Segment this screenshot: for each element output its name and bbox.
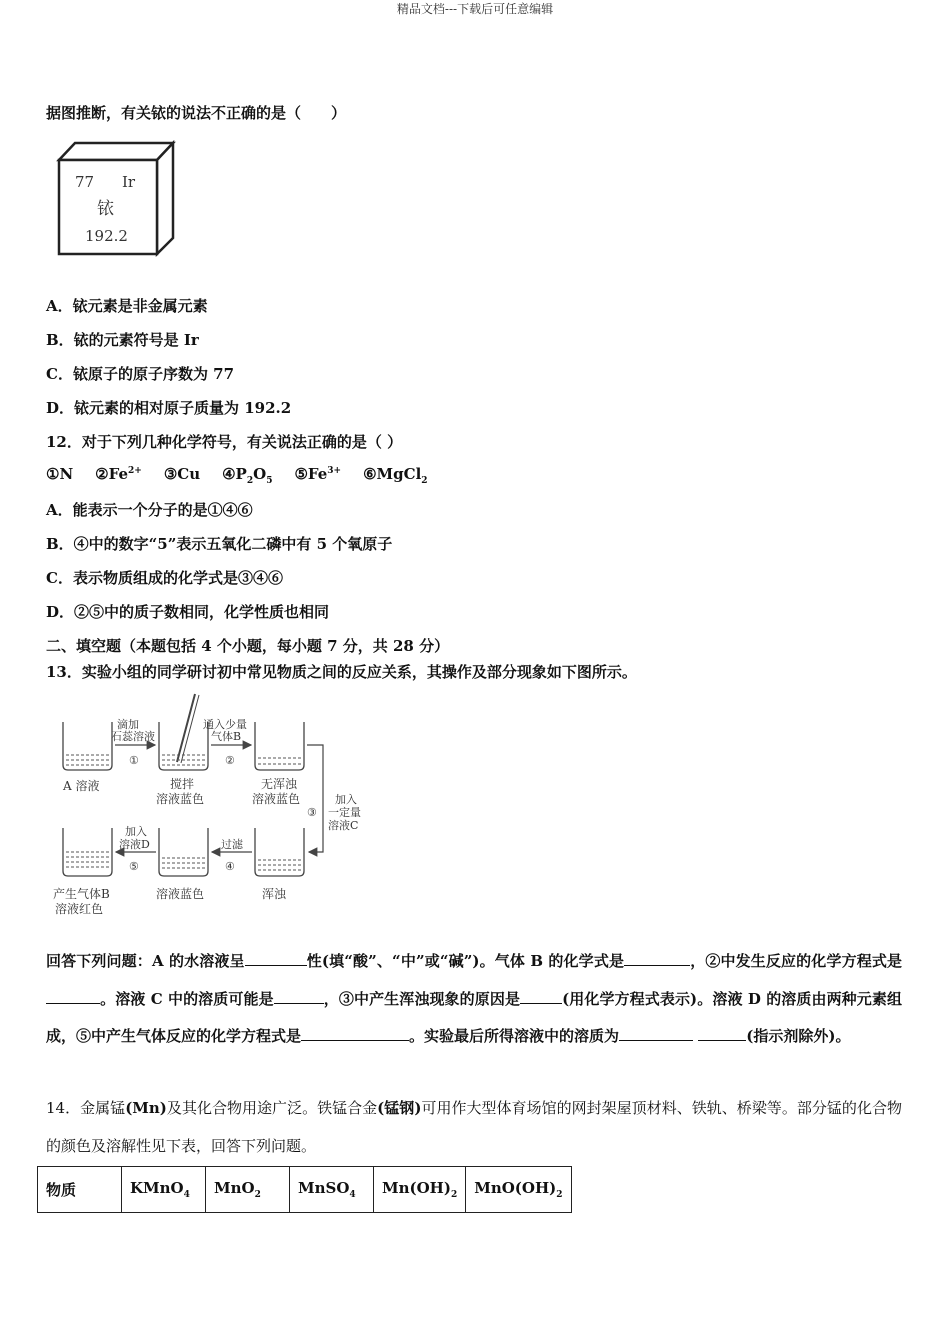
header-substance: 物质 [38, 1167, 122, 1213]
beaker6-caption-a: 产生气体B [53, 887, 110, 901]
section-2-title: 二、填空题（本题包括 4 个小题，每小题 7 分，共 28 分） [46, 637, 450, 655]
card-atomic-mass: 192.2 [85, 227, 128, 245]
symbol-2: $②Fe^{2+}$ [95, 465, 142, 483]
beaker3-caption-b: 溶液蓝色 [252, 792, 301, 806]
step4-label: 过滤 [221, 838, 243, 851]
step1-label-b: 石蕊溶液 [111, 730, 155, 743]
q12-option-c: C．表示物质组成的化学式是③④⑥ [46, 569, 283, 587]
manganese-compounds-table [37, 1166, 572, 1213]
blank-5[interactable] [520, 989, 562, 1004]
symbol-6: ⑥MgCl$_2$ [363, 465, 428, 486]
card-symbol: Ir [122, 173, 136, 191]
symbol-5: $⑤Fe^{3+}$ [294, 465, 342, 483]
beaker2-caption-b: 溶液蓝色 [156, 792, 205, 806]
beaker3-caption-a: 无浑浊 [261, 777, 298, 791]
blank-6[interactable] [301, 1026, 409, 1041]
q11-option-c: C．铱原子的原子序数为 77 [46, 365, 235, 383]
step5-label-b: 溶液D [119, 838, 150, 851]
header-kmno4: KMnO$_4$ [122, 1167, 206, 1213]
experiment-flow-diagram [45, 690, 375, 925]
page-header: 精品文档---下载后可任意编辑 [396, 2, 554, 16]
blank-7a[interactable] [619, 1026, 693, 1041]
step2-label-a: 通入少量 [203, 718, 247, 731]
step5-label-a: 加入 [125, 825, 147, 838]
step1-label-a: 滴加 [117, 718, 139, 731]
symbol-4: $④P_2O_5$ [222, 465, 273, 486]
q12-option-d: D．②⑤中的质子数相同，化学性质也相同 [46, 603, 330, 621]
q12-stem: 12．对于下列几种化学符号，有关说法正确的是（ ） [46, 433, 403, 451]
symbol-1: ①N [46, 465, 74, 483]
table-header-row [38, 1167, 572, 1213]
header-mnoh2: $Mn(OH)_2$ [374, 1167, 466, 1213]
q11-option-a: A．铱元素是非金属元素 [46, 297, 208, 315]
step2-label-b: 气体B [211, 730, 242, 743]
blank-2[interactable] [624, 951, 690, 966]
step4-number: ④ [225, 860, 235, 873]
q12-option-a: A．能表示一个分子的是①④⑥ [46, 501, 253, 519]
blank-3[interactable] [46, 989, 100, 1004]
header-mnso4: MnSO$_4$ [290, 1167, 374, 1213]
beaker5-caption: 溶液蓝色 [156, 887, 205, 901]
q11-stem: 据图推断，有关铱的说法不正确的是（ ） [46, 104, 347, 122]
beaker6-caption-b: 溶液红色 [55, 902, 104, 916]
q14-paragraph: 14．金属锰(Mn)及其化合物用途广泛。铁锰合金(锰钢)可用作大型体育场馆的网封架屋顶材料、铁轨、桥梁等。部分锰的化合物的颜色及溶解性见下表，回答下列问题。 [46, 1099, 902, 1155]
header-mno2: MnO$_2$ [206, 1167, 290, 1213]
beaker2-caption-a: 搅拌 [170, 777, 195, 791]
blank-7b[interactable] [698, 1026, 746, 1041]
q13-answer-paragraph: 回答下列问题：A 的水溶液呈 性(填“酸”、“中”或“碱”)。气体 B 的化学式是 ，②中发生反应的化学方程式是。溶液 C 中的溶质可能是 ，③中产生浑浊现象的原因是 (用化学方程式表示)。溶液 D 的溶质由两种元素组成，⑤中产生气体反应的化学方程式是 。实验最后所得溶液中的溶质为 (指示剂除外)。 [46, 952, 902, 1045]
blank-1[interactable] [245, 951, 307, 966]
q11-option-b: B．铱的元素符号是 Ir [46, 331, 199, 349]
q13-stem: 13．实验小组的同学研讨初中常见物质之间的反应关系，其操作及部分现象如下图所示。 [46, 663, 637, 681]
beaker1-caption: A 溶液 [63, 779, 100, 793]
step3-label-c: 溶液C [328, 819, 359, 832]
iridium-element-card [55, 140, 180, 258]
step5-number: ⑤ [129, 860, 139, 873]
q11-option-d: D．铱元素的相对原子质量为 192.2 [46, 399, 292, 417]
card-atomic-number: 77 [75, 173, 95, 191]
step3-label-b: 一定量 [328, 806, 361, 819]
beaker4-caption: 浑浊 [262, 887, 287, 901]
blank-4[interactable] [274, 989, 324, 1004]
step1-number: ① [129, 754, 139, 767]
q12-option-b: B．④中的数字“5”表示五氧化二磷中有 5 个氧原子 [46, 535, 393, 553]
card-element-name: 铱 [97, 199, 114, 219]
q12-symbols [46, 465, 428, 486]
step3-label-a: 加入 [335, 793, 357, 806]
header-mnooh2: $MnO(OH)_2$ [466, 1167, 571, 1213]
step2-number: ② [225, 754, 235, 767]
step3-number: ③ [307, 806, 317, 819]
symbol-3: ③Cu [163, 465, 201, 483]
